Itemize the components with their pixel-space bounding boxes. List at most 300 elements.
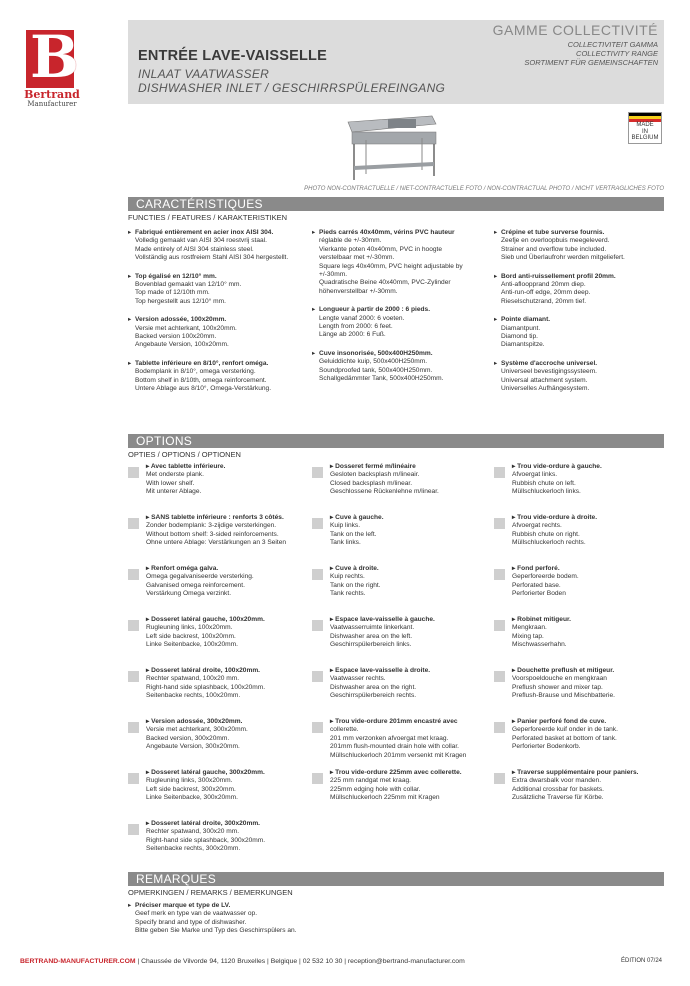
- feature-line: höhenverstellbar +/-30mm.: [319, 287, 398, 295]
- option-line-text: Mit unterer Ablage.: [146, 488, 202, 496]
- option-line-text: Espace lave-vaisselle à droite.: [335, 667, 431, 674]
- option-line: [146, 837, 306, 845]
- option-line: [330, 726, 490, 734]
- option-line: [512, 590, 672, 598]
- option-line: [330, 769, 490, 777]
- arrow-icon: ▸: [146, 769, 152, 776]
- photo-caption: PHOTO NON-CONTRACTUELLE / NIET-CONTRACTUELE FOTO / NON-CONTRACTUAL PHOTO / NICHT VERTRAGLICHES FOTO: [304, 186, 664, 192]
- option-line: [512, 471, 672, 479]
- feature-line: Top made of 12/10th mm.: [135, 289, 210, 297]
- option-text: [146, 769, 306, 803]
- option-line-text: Zusätzliche Traverse für Körbe.: [512, 794, 604, 802]
- option-line-text: Dosseret fermé m/linéaire: [335, 463, 416, 470]
- option-line-text: Linke Seitenbacke, 300x20mm.: [146, 794, 239, 802]
- feature-line: Pointe diamant.: [501, 316, 551, 324]
- option-line: [146, 675, 306, 683]
- option-line-text: Traverse supplémentaire pour paniers.: [517, 769, 639, 776]
- arrow-icon: ▸: [330, 616, 336, 623]
- option-line-text: Trou vide-ordure à droite.: [517, 514, 598, 521]
- feature-line: Crépine et tube surverse fournis.: [501, 229, 605, 236]
- option-checkbox[interactable]: [128, 773, 139, 784]
- option-line: [146, 692, 306, 700]
- option-line: [146, 514, 306, 522]
- feature-line: Bord anti-ruissellement profil 20mm.: [501, 272, 616, 280]
- option-line-text: Perforierter Bodenkorb.: [512, 743, 581, 751]
- option-line-text: Seitenbacke rechts, 300x20mm.: [146, 845, 241, 853]
- product-photo: [340, 110, 440, 184]
- option-line: [146, 769, 306, 777]
- option-checkbox[interactable]: [312, 569, 323, 580]
- option-line-text: Robinet mitigeur.: [517, 616, 572, 623]
- arrow-icon: ▸: [312, 229, 316, 236]
- option-text: [512, 565, 672, 599]
- option-line: [146, 718, 306, 726]
- option-line: [512, 743, 672, 751]
- arrow-icon: ▸: [128, 316, 132, 324]
- option-line: [330, 471, 490, 479]
- feature-item: [494, 229, 664, 263]
- feature-item: [128, 273, 308, 307]
- option-checkbox[interactable]: [128, 620, 139, 631]
- remarks-subtitle: OPMERKINGEN / REMARKS / BEMERKUNGEN: [128, 888, 293, 897]
- arrow-icon: ▸: [146, 667, 152, 674]
- option-line: [146, 531, 306, 539]
- option-line: [146, 743, 306, 751]
- range-en: COLLECTIVITY RANGE: [576, 49, 658, 58]
- option-checkbox[interactable]: [312, 467, 323, 478]
- option-line-text: Left side backrest, 100x20mm.: [146, 632, 236, 640]
- option-text: [512, 514, 672, 548]
- options-subtitle: OPTIES / OPTIONS / OPTIONEN: [128, 450, 241, 459]
- option-text: [330, 565, 490, 599]
- option-line-text: 225mm edging hole with collar.: [330, 785, 421, 793]
- feature-line: Système d'accroche universel.: [501, 359, 598, 367]
- option-line: [512, 769, 672, 777]
- option-checkbox[interactable]: [494, 518, 505, 529]
- characteristics-col-1: [128, 229, 308, 404]
- option-line-text: Müllschluckerloch links.: [512, 488, 581, 496]
- feature-line: Versie met achterkant, 100x20mm.: [135, 324, 237, 332]
- option-line: [330, 514, 490, 522]
- option-line: [146, 641, 306, 649]
- feature-line: Universeel bevestigingssysteem.: [501, 368, 598, 376]
- option-line-text: Dosseret latéral gauche, 100x20mm.: [151, 616, 265, 623]
- option-line-text: Rugleuning links, 300x20mm.: [146, 777, 233, 785]
- option-line: [146, 616, 306, 624]
- option-line: [512, 735, 672, 743]
- option-checkbox[interactable]: [312, 671, 323, 682]
- option-text: [330, 769, 490, 803]
- feature-line: Length from 2000: 6 feet.: [319, 323, 393, 331]
- option-line-text: Preflush shower and mixer tap.: [512, 683, 603, 691]
- option-line-text: Trou vide-ordure à gauche.: [517, 463, 602, 470]
- option-line: [512, 616, 672, 624]
- option-line-text: 201mm flush-mounted drain hole with collar.: [330, 743, 460, 751]
- option-line-text: Fond perforé.: [517, 565, 560, 572]
- remarks-title: REMARQUES: [136, 872, 217, 886]
- feature-line: Pieds carrés 40x40mm, vérins PVC hauteur: [319, 229, 455, 236]
- option-line-text: Müllschluckerloch 225mm mit Kragen: [330, 794, 440, 802]
- option-line: [146, 522, 306, 530]
- option-text: [330, 718, 490, 760]
- arrow-icon: ▸: [312, 306, 316, 314]
- option-line: [330, 633, 490, 641]
- feature-line: Schallgedämmter Tank, 500x400H250mm.: [319, 375, 444, 383]
- option-line: [146, 480, 306, 488]
- feature-line: Top hergestellt aus 12/10° mm.: [135, 297, 226, 305]
- option-checkbox[interactable]: [128, 569, 139, 580]
- footer-address: | Chaussée de Vilvorde 94, 1120 Bruxelles | Belgique | 02 532 10 30 | reception@bertrand-manufacturer.com: [135, 958, 465, 965]
- option-line-text: Geschirrspülerbereich links.: [330, 641, 412, 649]
- option-line-text: Müllschluckerloch rechts.: [512, 539, 586, 547]
- option-text: [330, 463, 490, 497]
- option-line: [512, 684, 672, 692]
- option-checkbox[interactable]: [312, 620, 323, 631]
- option-checkbox[interactable]: [128, 824, 139, 835]
- option-line: [146, 471, 306, 479]
- option-text: [146, 514, 306, 548]
- option-text: [512, 667, 672, 701]
- option-line: [330, 684, 490, 692]
- option-line-text: Geschirrspülerbereich rechts.: [330, 692, 417, 700]
- option-line-text: Geschlossene Rückenlehne m/linear.: [330, 488, 439, 496]
- option-line-text: Backed version, 300x20mm.: [146, 734, 230, 742]
- option-line-text: Afvoergat links.: [512, 471, 558, 479]
- arrow-icon: ▸: [512, 769, 518, 776]
- option-checkbox[interactable]: [312, 518, 323, 529]
- arrow-icon: ▸: [494, 229, 498, 236]
- option-line-text: Verstärkung Omega verzinkt.: [146, 590, 232, 598]
- option-line: [330, 624, 490, 632]
- option-line: [146, 726, 306, 734]
- feature-line: Tablette inférieure en 8/10°, renfort oméga.: [135, 359, 269, 367]
- option-text: [146, 565, 306, 599]
- option-text: [330, 514, 490, 548]
- option-text: [146, 667, 306, 701]
- made-in-belgium-badge: [628, 112, 662, 144]
- feature-line: Untere Ablage aus 8/10°, Omega-Verstärkung.: [135, 385, 272, 393]
- arrow-icon: ▸: [330, 718, 336, 725]
- option-line: [330, 522, 490, 530]
- option-line-text: Galvanised omega reinforcement.: [146, 581, 245, 589]
- option-line: [512, 624, 672, 632]
- option-line-text: Right-hand side splashback, 100x20mm.: [146, 683, 266, 691]
- option-line: [146, 786, 306, 794]
- feature-line: Bodemplank in 8/10°, omega versterking.: [135, 368, 256, 376]
- option-line: [512, 633, 672, 641]
- arrow-icon: ▸: [330, 565, 336, 572]
- feature-item: [312, 306, 490, 340]
- option-line-text: Rugleuning links, 100x20mm.: [146, 624, 233, 632]
- logo-sub: Manufacturer: [27, 100, 77, 108]
- arrow-icon: ▸: [494, 359, 498, 367]
- arrow-icon: ▸: [330, 463, 336, 470]
- option-line: [512, 675, 672, 683]
- option-line-text: Renfort oméga galva.: [151, 565, 219, 572]
- option-line-text: Closed backsplash m/linear.: [330, 479, 413, 487]
- arrow-icon: ▸: [146, 565, 152, 572]
- feature-line: Made entirely of AISI 304 stainless steel.: [135, 245, 254, 253]
- feature-line: Strainer and overflow tube included.: [501, 245, 607, 253]
- option-line-text: Dishwasher area on the left.: [330, 632, 413, 640]
- footer-website-link[interactable]: BERTRAND-MANUFACTURER.COM: [20, 958, 136, 965]
- option-text: [512, 769, 672, 803]
- option-line: [330, 641, 490, 649]
- arrow-icon: ▸: [494, 316, 498, 324]
- feature-line: Geef merk en type van de vaatwasser op.: [135, 910, 258, 918]
- option-line-text: Mischwasserhahn.: [512, 641, 567, 649]
- option-line-text: Cuve à gauche.: [335, 514, 384, 521]
- arrow-icon: ▸: [146, 820, 152, 827]
- feature-line: Anti-run-off edge, 20mm deep.: [501, 289, 591, 297]
- option-checkbox[interactable]: [494, 569, 505, 580]
- feature-line: Backed version 100x20mm.: [135, 333, 217, 341]
- feature-line: Square legs 40x40mm, PVC height adjustable by: [319, 262, 463, 270]
- option-line-text: Geperforeerde kuif onder in de tank.: [512, 726, 618, 734]
- option-line: [512, 539, 672, 547]
- feature-line: Specify brand and type of dishwasher.: [135, 918, 247, 926]
- option-line-text: 225 mm randgat met kraag.: [330, 777, 411, 785]
- option-line: [330, 718, 490, 726]
- feature-line: Länge ab 2000: 6 Fuß.: [319, 331, 386, 339]
- option-line-text: Voorspoeldouche en mengkraan: [512, 675, 607, 683]
- option-line: [512, 531, 672, 539]
- option-line-text: Angebaute Version, 300x20mm.: [146, 743, 240, 751]
- option-line-text: 201 mm verzonken afvoergat met kraag.: [330, 734, 449, 742]
- feature-line: Soundproofed tank, 500x400H250mm.: [319, 366, 433, 374]
- range-title: GAMME COLLECTIVITÉ: [492, 22, 658, 38]
- arrow-icon: ▸: [512, 718, 518, 725]
- option-line: [512, 786, 672, 794]
- option-checkbox[interactable]: [128, 467, 139, 478]
- option-line-text: Cuve à droite.: [335, 565, 379, 572]
- feature-line: Geluiddichte kuip, 500x400H250mm.: [319, 358, 428, 366]
- badge-made: MADE: [636, 122, 654, 128]
- badge-country: BELGIUM: [631, 135, 659, 141]
- option-line-text: Afvoergat rechts.: [512, 522, 562, 530]
- option-line-text: Müllschluckerloch 201mm versenkt mit Kragen: [330, 751, 467, 759]
- feature-line: Cuve insonorisée, 500x400H250mm.: [319, 349, 433, 357]
- option-text: [146, 718, 306, 752]
- page-title-en: DISHWASHER INLET / GESCHIRRSPÜLEREINGANG: [138, 81, 446, 95]
- option-line-text: Rubbish chute on left.: [512, 479, 576, 487]
- option-line: [512, 514, 672, 522]
- option-line-text: Panier perforé fond de cuve.: [517, 718, 607, 725]
- option-line: [330, 463, 490, 471]
- option-line: [512, 565, 672, 573]
- option-line-text: Gesloten backsplash m/lineair.: [330, 471, 420, 479]
- feature-line: Angebaute Version, 100x20mm.: [135, 341, 229, 349]
- characteristics-bar: [128, 197, 664, 211]
- header-band: [128, 20, 664, 104]
- option-line-text: Geperforeerde bodem.: [512, 573, 579, 581]
- option-line-text: Preflush-Brause und Mischbatterie.: [512, 692, 615, 700]
- option-line: [512, 794, 672, 802]
- arrow-icon: ▸: [146, 514, 152, 521]
- option-text: [512, 718, 672, 752]
- option-line-text: Met onderste plank.: [146, 471, 204, 479]
- option-line: [330, 488, 490, 496]
- option-line-text: Versie met achterkant, 300x20mm.: [146, 726, 248, 734]
- page-title-nl: INLAAT VAATWASSER: [138, 67, 270, 81]
- option-text: [512, 616, 672, 650]
- option-line-text: Perforierter Boden: [512, 590, 566, 598]
- option-line: [512, 641, 672, 649]
- feature-line: Préciser marque et type de LV.: [135, 902, 231, 909]
- option-line: [146, 624, 306, 632]
- option-checkbox[interactable]: [312, 722, 323, 733]
- option-line-text: Dosseret latéral gauche, 300x20mm.: [151, 769, 265, 776]
- option-checkbox[interactable]: [494, 620, 505, 631]
- option-line-text: Tank on the right.: [330, 581, 381, 589]
- feature-item: [128, 229, 308, 263]
- feature-line: verstelbaar met +/-30mm.: [319, 254, 395, 262]
- arrow-icon: ▸: [512, 667, 518, 674]
- option-checkbox[interactable]: [128, 671, 139, 682]
- feature-line: Vierkante poten 40x40mm, PVC in hoogte: [319, 245, 443, 253]
- option-line: [512, 726, 672, 734]
- option-line: [146, 539, 306, 547]
- option-line-text: Zonder bodemplank: 3-zijdige versterkingen.: [146, 522, 277, 530]
- feature-line: Sieb und Überlaufrohr werden mitgeliefert.: [501, 254, 625, 262]
- feature-line: Anti-afloopprand 20mm diep.: [501, 281, 586, 289]
- options-bar: [128, 434, 664, 448]
- feature-line: +/-30mm.: [319, 271, 348, 279]
- arrow-icon: ▸: [146, 718, 152, 725]
- range-nl: COLLECTIVITEIT GAMMA: [567, 40, 658, 49]
- option-line-text: Trou vide-ordure 201mm encastré avec: [335, 718, 458, 725]
- option-line-text: Tank rechts.: [330, 590, 366, 598]
- feature-line: Fabriqué entièrement en acier inox AISI 304.: [135, 229, 274, 236]
- feature-item: [312, 350, 490, 384]
- option-checkbox[interactable]: [494, 467, 505, 478]
- feature-item: [312, 229, 490, 296]
- characteristics-title: CARACTÉRISTIQUES: [136, 197, 263, 211]
- option-line-text: Mixing tap.: [512, 632, 544, 640]
- page-title: ENTRÉE LAVE-VAISSELLE: [138, 48, 327, 64]
- remarks-list: [128, 902, 428, 946]
- option-line: [146, 565, 306, 573]
- arrow-icon: ▸: [330, 514, 336, 521]
- feature-line: Zeefje en overloopbuis meegeleverd.: [501, 237, 610, 245]
- feature-item: [494, 360, 664, 394]
- option-line: [146, 845, 306, 853]
- option-line-text: Douchette preflush et mitigeur.: [517, 667, 615, 674]
- option-line: [330, 675, 490, 683]
- option-line-text: Additional crossbar for baskets.: [512, 785, 604, 793]
- option-line: [146, 684, 306, 692]
- arrow-icon: ▸: [128, 902, 132, 909]
- option-line-text: collerette.: [330, 726, 359, 734]
- option-line: [330, 786, 490, 794]
- option-line-text: Perforated base.: [512, 581, 561, 589]
- option-line-text: Rechter spatwand, 300x20 mm.: [146, 828, 240, 836]
- option-checkbox[interactable]: [494, 722, 505, 733]
- feature-item: [128, 360, 308, 394]
- option-line-text: Without bottom shelf: 3-sided reinforcements.: [146, 530, 279, 538]
- arrow-icon: ▸: [512, 463, 518, 470]
- option-line: [512, 667, 672, 675]
- arrow-icon: ▸: [146, 463, 151, 470]
- characteristics-col-3: [494, 229, 664, 404]
- option-line-text: Ohne untere Ablage: Verstärkungen an 3 Seiten: [146, 539, 287, 547]
- arrow-icon: ▸: [312, 349, 316, 357]
- feature-line: Quadratische Beine 40x40mm, PVC-Zylinder: [319, 279, 451, 287]
- option-checkbox[interactable]: [128, 722, 139, 733]
- option-line: [512, 573, 672, 581]
- option-line: [512, 692, 672, 700]
- edition-label: ÉDITION 07/24: [620, 958, 662, 964]
- feature-line: Bottom shelf in 8/10th, omega reinforcement.: [135, 376, 267, 384]
- option-line: [512, 718, 672, 726]
- feature-item: [494, 273, 664, 307]
- option-text: [146, 463, 306, 497]
- option-line-text: Dishwasher area on the right.: [330, 683, 417, 691]
- option-line: [330, 539, 490, 547]
- option-line: [146, 735, 306, 743]
- option-line: [512, 480, 672, 488]
- characteristics-subtitle: FUNCTIES / FEATURES / KARAKTERISTIKEN: [128, 213, 288, 222]
- arrow-icon: ▸: [128, 229, 132, 236]
- option-line: [330, 480, 490, 488]
- option-text: [146, 616, 306, 650]
- option-line: [146, 820, 306, 828]
- arrow-icon: ▸: [512, 565, 518, 572]
- arrow-icon: ▸: [330, 667, 336, 674]
- option-line: [330, 590, 490, 598]
- option-line-text: Vaatwasserruimte linkerkant.: [330, 624, 415, 632]
- feature-line: Universelles Aufhängesystem.: [501, 385, 590, 393]
- badge-in: IN: [642, 128, 648, 135]
- option-checkbox[interactable]: [312, 773, 323, 784]
- brand-logo: [20, 23, 82, 108]
- option-line: [330, 752, 490, 760]
- option-line: [330, 692, 490, 700]
- feature-line: Universal attachment system.: [501, 376, 588, 384]
- option-checkbox[interactable]: [128, 518, 139, 529]
- option-line: [330, 743, 490, 751]
- option-line: [146, 777, 306, 785]
- feature-line: Diamond tip.: [501, 333, 539, 341]
- option-line-text: Extra dwarsbalk voor manden.: [512, 777, 602, 785]
- option-line-text: Left side backrest, 300x20mm.: [146, 785, 236, 793]
- option-line-text: Trou vide-ordure 225mm avec collerette.: [335, 769, 462, 776]
- option-line: [330, 667, 490, 675]
- arrow-icon: ▸: [128, 359, 132, 367]
- option-line-text: Vaatwasser rechts.: [330, 675, 386, 683]
- option-line: [146, 590, 306, 598]
- feature-item: [128, 902, 428, 936]
- option-line-text: Rubbish chute on right.: [512, 530, 580, 538]
- option-line-text: Omega gegalvaniseerde versterking.: [146, 573, 254, 581]
- logo-letter: B: [30, 23, 80, 91]
- option-checkbox[interactable]: [494, 773, 505, 784]
- option-line-text: Linke Seitenbacke, 100x20mm.: [146, 641, 239, 649]
- option-line-text: Right-hand side splashback, 300x20mm.: [146, 836, 266, 844]
- feature-line: Top égalisé en 12/10° mm.: [135, 272, 217, 280]
- option-text: [330, 616, 490, 650]
- option-text: [146, 820, 306, 854]
- footer-contact: [20, 958, 465, 965]
- feature-line: Vollständig aus rostfreiem Stahl AISI 304 hergestellt.: [135, 254, 289, 262]
- option-line-text: Mengkraan.: [512, 624, 547, 632]
- option-checkbox[interactable]: [494, 671, 505, 682]
- feature-item: [128, 316, 308, 350]
- option-line: [330, 794, 490, 802]
- logo-name: Bertrand: [24, 88, 80, 101]
- option-line: [146, 828, 306, 836]
- option-line: [330, 531, 490, 539]
